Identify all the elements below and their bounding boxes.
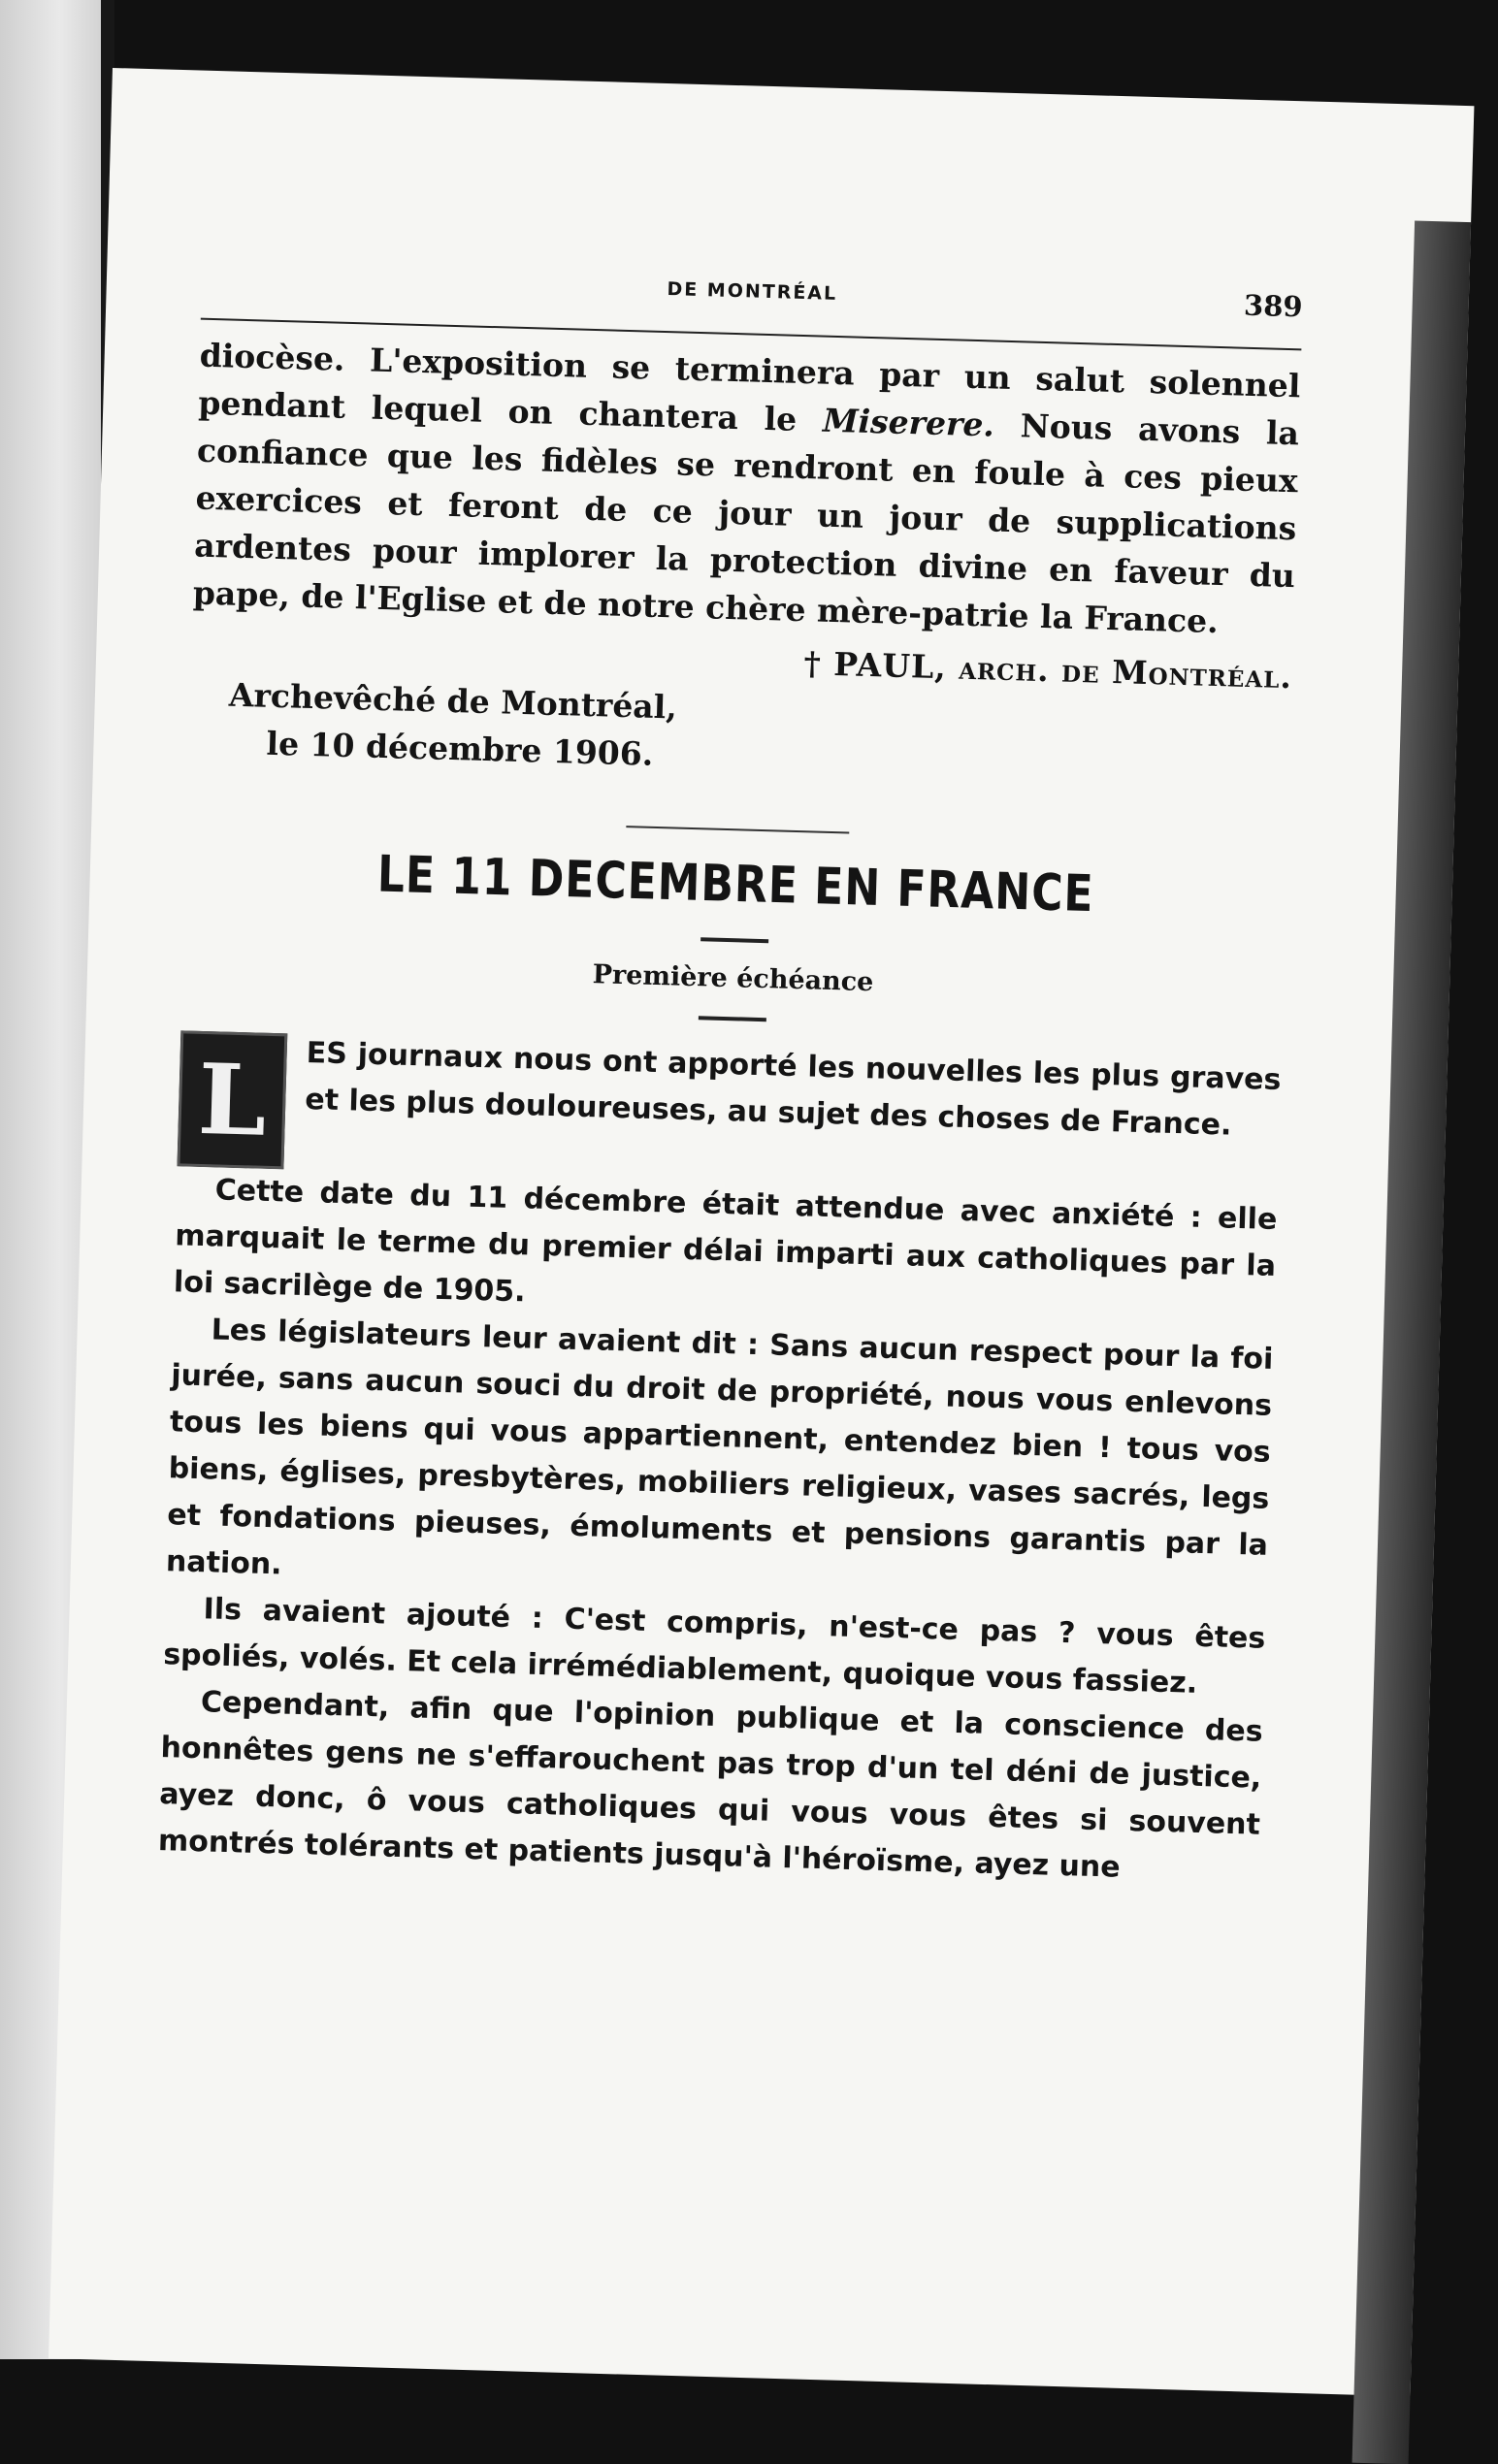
book-page	[49, 68, 1474, 2396]
signature-title: arch. de Montréal.	[958, 648, 1293, 697]
running-title: DE MONTRÉAL	[667, 278, 838, 305]
article-heading: LE 11 DECEMBRE EN FRANCE	[376, 845, 1095, 924]
signature-place: Archevêché de Montréal,	[228, 675, 678, 727]
article-paragraph: Les législateurs leur avaient dit : Sans aucun respect pour la foi jurée, sans aucun souci du droit de propriété, nous vous enlevons tous les biens qui vous appartiennent, entendez bien ! tous vos biens, églises, presbytères, mobiliers religieux, vases sacrés, legs et fondations pieuses, émoluments et pensions garantis par la nation.	[165, 1313, 1274, 1582]
article-paragraph: Cependant, afin que l'opinion publique et la conscience des honnêtes gens ne s'effarouchent pas trop d'un tel déni de justice, ayez donc, ô vous catholiques qui vous vous êtes si souvent montrés tolérants et patients jusqu'à l'héroïsme, ayez une	[157, 1685, 1264, 1885]
signature-name: † PAUL,	[803, 644, 948, 687]
section-divider	[626, 826, 849, 833]
heading-rule	[700, 937, 768, 943]
article-paragraph: Cette date du 11 décembre était attendue avec anxiété : elle marquait le terme du premier délai imparti aux catholiques par la loi sacrilège de 1905.	[173, 1173, 1278, 1310]
page-number: 389	[1243, 288, 1304, 324]
article-body	[157, 1026, 1282, 1895]
intro-text-end: Nous avons la confiance que les fidèles se rendront en foule à ces pieux exercices et feront de ce jour un jour de supplications ardentes pour implorer la protection divine en faveur du pape, de l'Eglise et de notre chère mère-patrie la France.	[192, 405, 1300, 641]
subheading-rule	[698, 1016, 765, 1021]
page-edge	[1352, 221, 1472, 2464]
page-content	[157, 260, 1303, 1896]
intro-text-start: diocèse. L'exposition se terminera par un salut solennel pendant lequel on chantera le	[197, 336, 1301, 439]
intro-italic: Miserere.	[822, 401, 995, 444]
article-subheading: Première échéance	[592, 959, 874, 998]
drop-cap-letter: L	[177, 1030, 287, 1169]
signature-date: le 10 décembre 1906.	[266, 724, 654, 773]
intro-paragraph	[192, 332, 1301, 648]
article-paragraph: ES journaux nous ont apporté les nouvelles les plus graves et les plus douloureuses, au sujet des choses de France.	[304, 1035, 1282, 1143]
article-paragraph: Ils avaient ajouté : C'est compris, n'est-ce pas ? vous êtes spoliés, volés. Et cela irrémédiablement, quoique vous fassiez.	[162, 1592, 1266, 1701]
